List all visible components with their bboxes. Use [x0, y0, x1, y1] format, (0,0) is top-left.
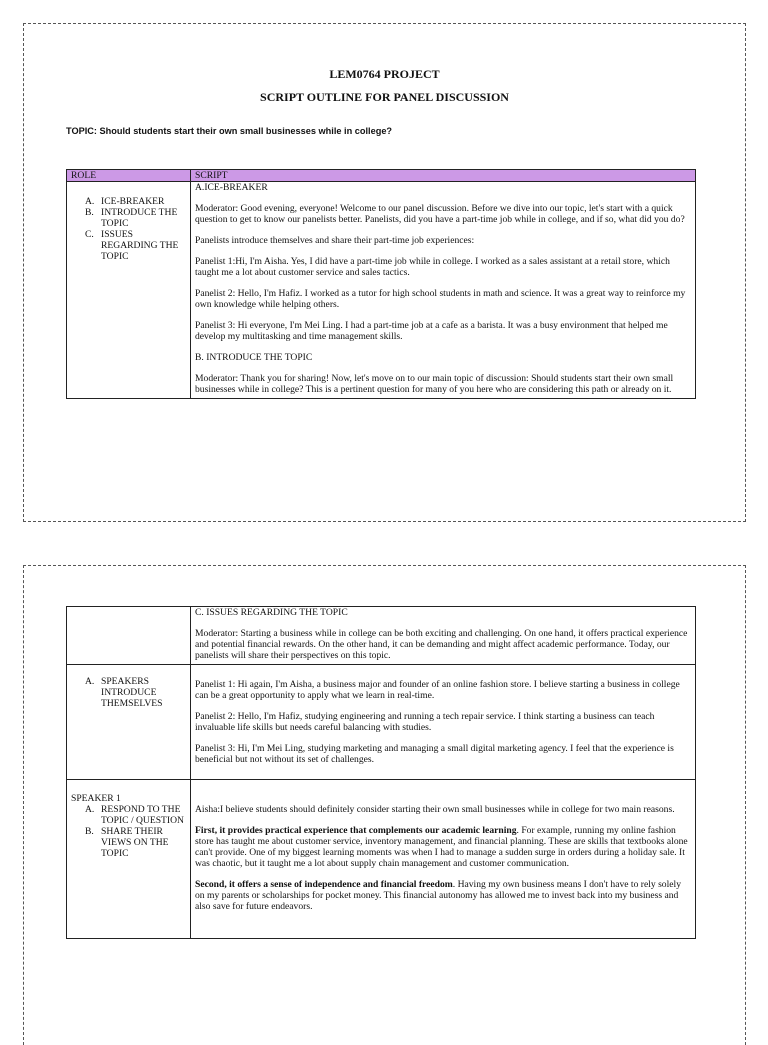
table-row — [67, 607, 696, 665]
role-list — [71, 804, 186, 859]
role-item: B. SHARE THEIR VIEWS ON THE TOPIC — [85, 826, 169, 859]
role-cell — [67, 182, 191, 399]
role-item: A. ICE-BREAKER — [85, 196, 165, 207]
role-item: A. RESPOND TO THE TOPIC / QUESTION — [85, 804, 184, 826]
script-paragraph: First, it provides practical experience that complements our academic learning. For example, running my online fashion store has taught me about customer service, inventory management, and financial planning. These are skills that textbooks alone can't provide. One of my biggest learning moments was when I had to manage a sudden surge in orders during a holiday sale. It was chaotic, but it taught me a lot about supply chain management and customer communication. — [195, 825, 688, 869]
script-table-2 — [66, 606, 696, 939]
table-row — [67, 780, 696, 939]
speaker-label: SPEAKER 1 — [71, 793, 121, 804]
role-list — [71, 676, 186, 709]
script-paragraph: Panelists introduce themselves and share their part-time job experiences: — [195, 235, 475, 246]
script-table-1 — [66, 169, 696, 399]
section-heading: B. INTRODUCE THE TOPIC — [195, 352, 313, 363]
script-cell — [191, 780, 696, 939]
table-row — [67, 665, 696, 780]
role-item: B. INTRODUCE THE TOPIC — [85, 207, 178, 229]
role-cell — [67, 665, 191, 780]
role-item: C. ISSUES REGARDING THE TOPIC — [85, 229, 179, 262]
table-header-row — [67, 170, 696, 182]
role-cell — [67, 607, 191, 665]
role-header: ROLE — [67, 170, 191, 182]
script-paragraph: Moderator: Thank you for sharing! Now, let's move on to our main topic of discussion: Should students start their own small businesses while in college? This is a pertinent question for many of you here who are considering this path or already on it. — [195, 373, 674, 395]
script-cell — [191, 182, 696, 399]
role-item: A. SPEAKERS INTRODUCE THEMSELVES — [85, 676, 163, 709]
script-header: SCRIPT — [191, 170, 696, 182]
script-paragraph: Panelist 1: Hi again, I'm Aisha, a business major and founder of an online fashion store. I believe starting a business in college can be a great opportunity to apply what we learn in real-time. — [195, 679, 680, 701]
script-cell — [191, 607, 696, 665]
script-paragraph: Panelist 2: Hello, I'm Hafiz, studying engineering and running a tech repair service. I think starting a business can teach invaluable life skills but needs careful balancing with studies. — [195, 711, 655, 733]
script-paragraph: Panelist 2: Hello, I'm Hafiz. I worked as a tutor for high school students in math and science. It was a great way to reinforce my own knowledge while helping others. — [195, 288, 686, 310]
script-paragraph: Second, it offers a sense of independence and financial freedom. Having my own business means I don't have to rely solely on my parents or scholarships for pocket money. This financial autonomy has allowed me to invest back into my business and also save for future endeavors. — [195, 879, 681, 912]
script-paragraph: Panelist 3: Hi, I'm Mei Ling, studying marketing and managing a small digital marketing agency. I feel that the experience is beneficial but not without its set of challenges. — [195, 743, 674, 765]
script-paragraph: Panelist 1:Hi, I'm Aisha. Yes, I did have a part-time job while in college. I worked as a sales assistant at a retail store, which taught me a lot about customer service and sales tactics. — [195, 256, 670, 278]
outline-subtitle: SCRIPT OUTLINE FOR PANEL DISCUSSION — [260, 90, 509, 104]
role-cell — [67, 780, 191, 939]
document-page-2 — [23, 565, 746, 1045]
section-heading: C. ISSUES REGARDING THE TOPIC — [195, 607, 348, 618]
project-title: LEM0764 PROJECT — [329, 67, 440, 81]
script-paragraph: Aisha:I believe students should definitely consider starting their own small businesses while in college for two main reasons. — [195, 804, 675, 815]
script-paragraph: Moderator: Good evening, everyone! Welcome to our panel discussion. Before we dive into our topic, let's start with a quick question to get to know our panelists better. Panelists, did you have a part-time job while in college, and if so, what did you do? — [195, 203, 685, 225]
document-page-1 — [23, 23, 746, 522]
script-paragraph: Panelist 3: Hi everyone, I'm Mei Ling. I had a part-time job at a cafe as a barista. It was a busy environment that helped me develop my multitasking and time management skills. — [195, 320, 668, 342]
script-paragraph: Moderator: Starting a business while in college can be both exciting and challenging. On one hand, it offers practical experience and potential financial rewards. On the other hand, it can be demanding and might affect academic performance. Today, our panelists will share their perspectives on this topic. — [195, 628, 688, 661]
table-row — [67, 182, 696, 399]
bold-lead: Second, it offers a sense of independence and financial freedom — [195, 879, 453, 890]
bold-lead: First, it provides practical experience that complements our academic learning — [195, 825, 517, 836]
topic-line: TOPIC: Should students start their own small businesses while in college? — [66, 126, 393, 136]
role-list — [71, 196, 186, 262]
section-heading: A.ICE-BREAKER — [195, 182, 268, 193]
script-cell — [191, 665, 696, 780]
